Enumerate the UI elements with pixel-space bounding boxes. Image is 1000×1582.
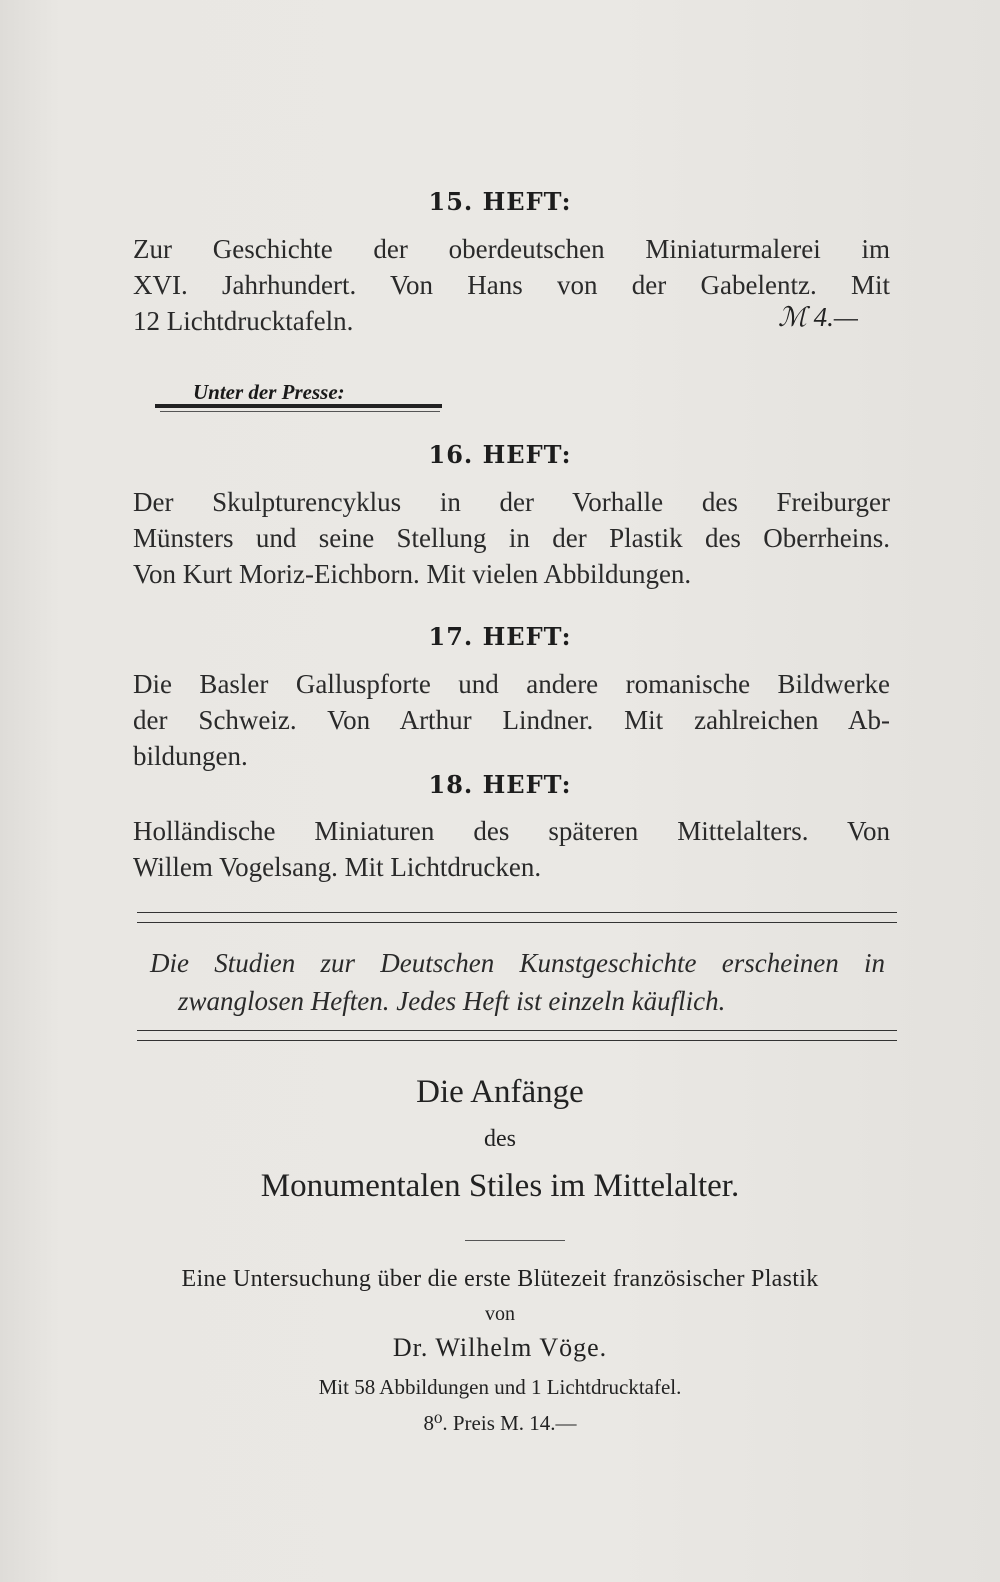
heft-15-description xyxy=(133,231,890,339)
heft-16-description xyxy=(133,484,890,592)
ad-von: von xyxy=(485,1303,515,1325)
heft-17-description xyxy=(133,666,890,774)
heft-17-line-3: bildungen. xyxy=(133,741,248,771)
ad-author: Dr. Wilhelm Vöge. xyxy=(392,1333,608,1362)
heft-15-line-3: 12 Lichtdrucktafeln. xyxy=(133,306,354,336)
series-notice xyxy=(150,944,885,1020)
ad-title-line-2: des xyxy=(484,1126,516,1152)
ad-subtitle: Eine Untersuchung über die erste Blütezeit französischer Plastik xyxy=(181,1266,819,1292)
notice-line-2: zwanglosen Heften. Jedes Heft ist einzeln käuflich. xyxy=(178,986,726,1016)
ad-title-line-1: Die Anfänge xyxy=(416,1074,584,1110)
heft-18-title: 18. HEFT: xyxy=(428,770,572,799)
heft-17-title: 17. HEFT: xyxy=(428,622,572,651)
heft-15-line-2: XVI. Jahrhundert. Von Hans von der Gabelentz. Mit xyxy=(133,270,890,300)
heft-16-line-3: Von Kurt Moriz-Eichborn. Mit vielen Abbildungen. xyxy=(133,559,692,589)
heft-16-line-1: Der Skulpturencyklus in der Vorhalle des Freiburger xyxy=(133,487,890,517)
heft-15-price: ℳ 4.— xyxy=(778,302,858,332)
ad-title-rule xyxy=(465,1240,565,1241)
heft-15-line-1: Zur Geschichte der oberdeutschen Miniaturmalerei im xyxy=(133,234,890,264)
ad-title-line-3: Monumentalen Stiles im Mittelalter. xyxy=(260,1168,740,1204)
ad-price: 8⁰. Preis M. 14.— xyxy=(423,1411,577,1435)
notice-line-1: Die Studien zur Deutschen Kunstgeschichte erscheinen in xyxy=(150,948,885,978)
unter-der-presse-heading: Unter der Presse: xyxy=(193,380,345,404)
heft-17-line-2: der Schweiz. Von Arthur Lindner. Mit zahlreichen Ab- xyxy=(133,705,890,735)
double-rule-top xyxy=(137,912,897,923)
heft-16-title: 16. HEFT: xyxy=(428,440,572,469)
heft-15-title: 15. HEFT: xyxy=(428,187,572,216)
ad-details: Mit 58 Abbildungen und 1 Lichtdrucktafel. xyxy=(318,1375,682,1399)
heft-16-line-2: Münsters und seine Stellung in der Plastik des Oberrheins. xyxy=(133,523,890,553)
heft-18-description xyxy=(133,813,890,885)
double-rule-bottom xyxy=(137,1030,897,1041)
heft-18-line-2: Willem Vogelsang. Mit Lichtdrucken. xyxy=(133,852,542,882)
heft-17-line-1: Die Basler Galluspforte und andere romanische Bildwerke xyxy=(133,669,890,699)
heft-18-line-1: Holländische Miniaturen des späteren Mittelalters. Von xyxy=(133,816,890,846)
presse-underline-thin xyxy=(160,411,440,412)
presse-underline xyxy=(155,404,442,408)
